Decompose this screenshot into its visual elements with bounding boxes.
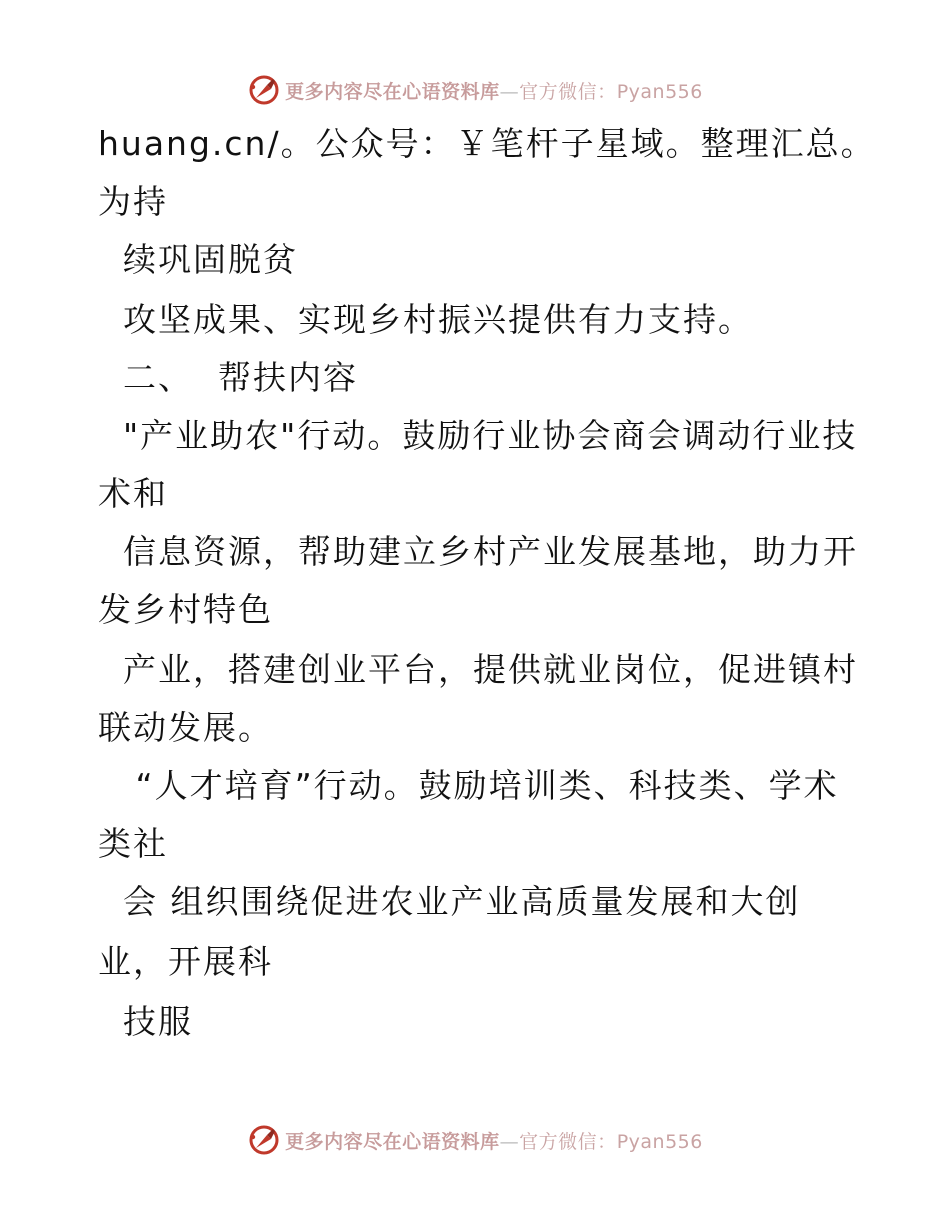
text-line-7: 术和 xyxy=(98,474,168,513)
text-line-4: 攻坚成果、实现乡村振兴提供有力支持。 xyxy=(98,300,753,339)
footer-wechat-id: Pyan556 xyxy=(616,1130,703,1153)
text-line-12: “人才培育”行动。鼓励培训类、科技类、学术 xyxy=(98,766,839,805)
text-line-5: 二、 帮扶内容 xyxy=(98,358,358,397)
footer-watermark-text xyxy=(285,1127,703,1154)
footer-brand-name: 更多内容尽在心语资料库 xyxy=(285,1130,500,1153)
text-line-16: 技服 xyxy=(98,1002,193,1041)
text-line-11: 联动发展。 xyxy=(98,708,273,747)
text-line-14: 会 组织围绕促进农业产业高质量发展和大创 xyxy=(98,882,801,921)
footer-watermark xyxy=(0,1120,950,1160)
text-line-8: 信息资源，帮助建立乡村产业发展基地，助力开 xyxy=(98,532,858,571)
header-brand-name: 更多内容尽在心语资料库 xyxy=(285,80,500,103)
text-line-6: "产业助农"行动。鼓励行业协会商会调动行业技 xyxy=(98,416,858,455)
header-separator: — xyxy=(499,80,520,103)
text-line-15: 业，开展科 xyxy=(98,942,273,981)
header-official-label: 官方微信： xyxy=(519,80,617,103)
footer-separator: — xyxy=(499,1130,520,1153)
header-watermark xyxy=(0,70,950,110)
pen-nib-logo-icon xyxy=(247,1123,281,1157)
pen-nib-logo-icon xyxy=(247,73,281,107)
text-line-10: 产业，搭建创业平台，提供就业岗位，促进镇村 xyxy=(98,650,858,689)
text-line-13: 类社 xyxy=(98,824,168,863)
text-line-3: 续巩固脱贫 xyxy=(98,240,298,279)
text-line-2: 为持 xyxy=(98,182,168,221)
header-watermark-text xyxy=(285,77,703,104)
header-wechat-id: Pyan556 xyxy=(616,80,703,103)
footer-official-label: 官方微信： xyxy=(519,1130,617,1153)
text-line-9: 发乡村特色 xyxy=(98,590,273,629)
text-line-1: huang.cn/。公众号：￥笔杆子星域。整理汇总。 xyxy=(98,124,876,163)
